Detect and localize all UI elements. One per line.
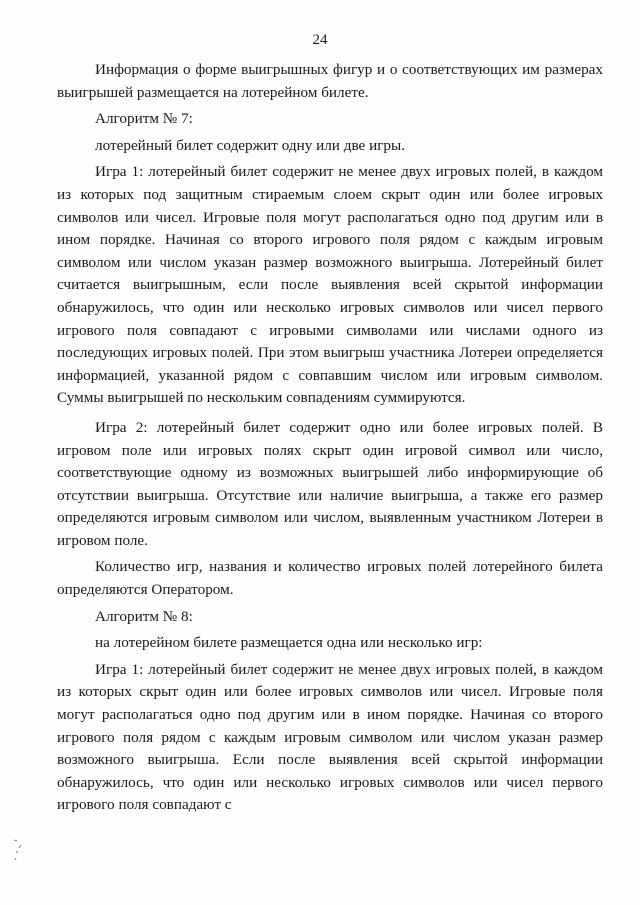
document-body xyxy=(57,59,603,817)
paragraph-game-1: Игра 1: лотерейный билет содержит не менее двух игровых полей, в каждом из которых под защитным стираемым слоем скрыт один или более игровых символов или чисел. Игровые поля могут располагаться одно под другим или в ином порядке. Начиная со второго игрового поля рядом с каждым игровым символом или числом указан размер возможного выигрыша. Лотерейный билет считается выигрышным, если после выявления всей скрытой информации обнаружилось, что один или несколько игровых символов или чисел первого игрового поля совпадают с игровыми символами или числами одного из последующих игровых полей. При этом выигрыш участника Лотереи определяется информацией, указанной рядом с совпавшим числом или игровым символом. Суммы выигрышей по нескольким совпадениям суммируются. xyxy=(57,163,603,407)
paragraph-game-count: Количество игр, названия и количество игровых полей лотерейного билета определяются Оператором. xyxy=(57,558,603,599)
paragraph-game-2: Игра 2: лотерейный билет содержит одно или более игровых полей. В игровом поле или игровых полях скрыт один игровой символ или число, соответствующие одному из возможных выигрышей либо информирующие об отсутствии выигрыша. Отсутствие или наличие выигрыша, а также его размер определяются игровым символом или числом, выявленным участником Лотереи в игровом поле. xyxy=(57,418,603,549)
paragraph-algorithm-7-intro: лотерейный билет содержит одну или две игры. xyxy=(95,136,406,154)
page-number: 24 xyxy=(312,32,328,48)
paragraph-algorithm-8-game-1: Игра 1: лотерейный билет содержит не менее двух игровых полей, в каждом из которых скрыт один или более игровых символов или чисел. Игровые поля могут располагаться одно под другим или в ином порядке. Начиная со второго игрового поля рядом с каждым игровым символом или числом указан размер возможного выигрыша. Если после выявления всей скрытой информации обнаружилось, что один или несколько игровых символов или чисел первого игрового поля совпадают с xyxy=(57,660,603,814)
margin-scribble-icon xyxy=(10,836,30,866)
heading-algorithm-7: Алгоритм № 7: xyxy=(95,110,193,128)
paragraph-algorithm-8-intro: на лотерейном билете размещается одна или несколько игр: xyxy=(95,634,483,652)
heading-algorithm-8: Алгоритм № 8: xyxy=(95,607,193,625)
paragraph-info-figures: Информация о форме выигрышных фигур и о соответствующих им размерах выигрышей размещается на лотерейном билете. xyxy=(57,61,603,101)
